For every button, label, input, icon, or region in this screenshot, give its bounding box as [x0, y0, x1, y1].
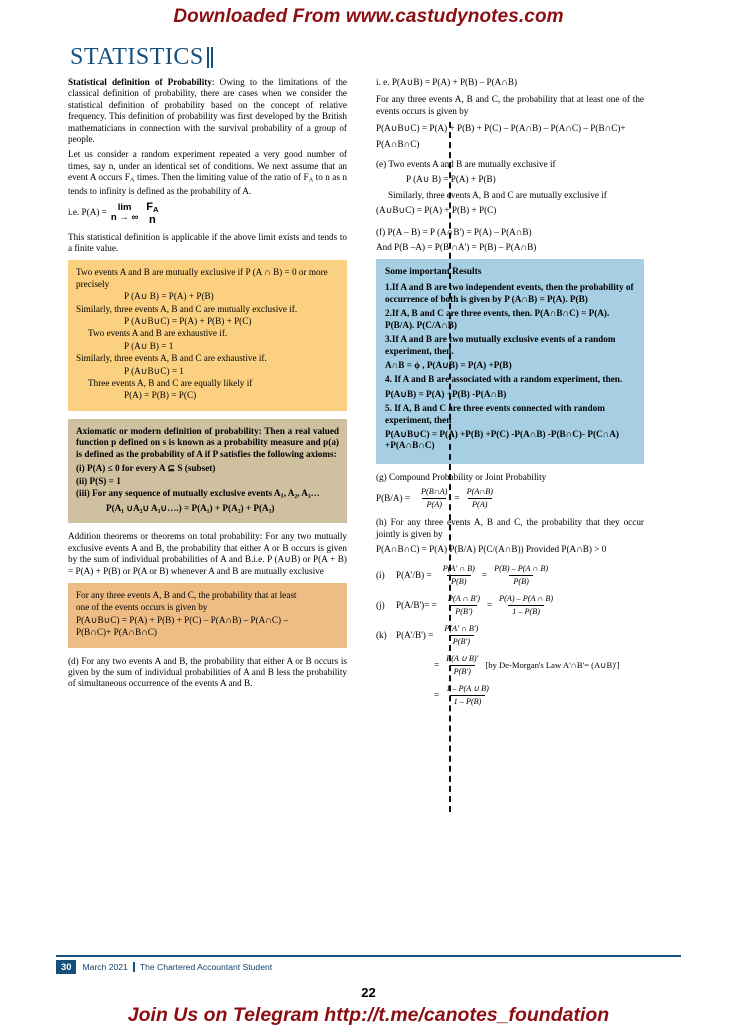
paragraph-statistical-definition — [68, 77, 347, 145]
frac-k-1-den: P(B') — [449, 635, 474, 647]
blue-result-4: 4. If A and B are associated with a random experiment, then. — [385, 374, 623, 385]
right-item-f-2: And P(B –A) = P(B ∩A') = P(B) – P(A∩B) — [376, 242, 537, 253]
p2-part3: to n as n tends to infinity is defined as the probability of A. — [68, 172, 347, 197]
axiom-iii-tail: , A₂, A₃… — [283, 487, 320, 498]
frac-i-equals: = — [481, 570, 488, 581]
important-results-box — [376, 259, 644, 463]
blue-result-3: 3.If A and B are two mutually exclusive events of a random experiment, then. — [385, 334, 616, 356]
limit-operator — [111, 203, 138, 223]
tan-heading — [76, 426, 339, 460]
frac-g-equals: = — [454, 493, 460, 504]
right-line-ie: i. e. P(A∪B) = P(A) + P(B) – P(A∩B) — [376, 77, 518, 87]
frac-i-lhs: P(A'/B) = — [396, 570, 432, 581]
frac-g-1-den: P(A) — [422, 498, 445, 510]
frac-i-1-num: P(A' ∩ B) — [442, 564, 475, 574]
frac-k2-equals: = — [434, 660, 440, 671]
right-item-e-similarly: Similarly, three events A, B and C are mutually exclusive if — [388, 189, 607, 200]
formula-k-step3 — [376, 684, 644, 707]
footer-date: March 2021 — [82, 962, 128, 972]
right-item-e: (e) Two events A and B are mutually exclusive if — [376, 159, 556, 170]
page-footer — [56, 955, 681, 974]
bottom-promo-banner: Join Us on Telegram http://t.me/canotes_foundation — [127, 1004, 610, 1026]
blue-result-1: 1.If A and B are two independent events, then the probability of occurrence of both is given by P (A∩B) = P(A). P(B) — [385, 282, 634, 304]
blue-result-3-formula: A∩B = ϕ , P(A∪B) = P(A) +P(B) — [385, 359, 512, 370]
paragraph-finite-value: This statistical definition is applicable if the above limit exists and tends to a finite value. — [68, 231, 347, 253]
paragraph-random-experiment — [68, 149, 347, 197]
footer-line — [56, 960, 681, 974]
yellow-line-10: P(A) = P(B) = P(C) — [124, 390, 197, 401]
frac-j-2-num: P(A) – P(A ∩ B) — [499, 594, 554, 604]
formula-k — [376, 624, 644, 647]
frac-i-2-den: P(B) — [509, 575, 532, 587]
right-formula-union-2: P(A∩B∩C) — [376, 138, 420, 149]
footer-separator — [133, 962, 135, 972]
frac-j-2 — [495, 594, 557, 617]
right-item-g: (g) Compound Probability or Joint Probability — [376, 471, 547, 482]
axiom-iii-formula: P(A₁ ∪A₂∪ A₃∪….) = P(A₁) + P(A₂) + P(A₃) — [106, 502, 275, 513]
page-title-text: STATISTICS — [70, 44, 204, 70]
frac-g-2-den: P(A) — [468, 498, 491, 510]
limit-num-sub: A — [152, 204, 159, 214]
axiomatic-definition-box — [68, 419, 347, 523]
right-item-f-1: (f) P(A – B) = P (A∩B') = P(A) – P(A∩B) — [376, 226, 532, 237]
footer-publication: The Chartered Accountant Student — [139, 962, 273, 972]
left-column — [68, 77, 356, 714]
p2-part2: times. Then the limiting value of the ratio of F — [134, 172, 309, 183]
axiom-i: (i) P(A) ≤ 0 for every A ⊆ S (subset) — [76, 463, 216, 474]
frac-j-1-den: P(B') — [451, 605, 476, 617]
limit-lim: lim — [117, 202, 132, 214]
yellow-line-6: P (A∪ B) = 1 — [124, 340, 174, 351]
tan-heading-bold: Axiomatic or modern definition of probability: — [76, 425, 262, 436]
frac-j-2-den: 1 – P(B) — [508, 605, 544, 617]
yellow-line-1: Two events A and B are mutually exclusive if P (A ∩ B) = 0 or more precisely — [76, 267, 328, 289]
top-promo-banner: Downloaded From www.castudynotes.com — [173, 6, 564, 27]
p2-sub-a1: A — [129, 176, 135, 184]
frac-k2-num: P(A ∪ B)' — [446, 654, 479, 664]
frac-j-1-num: P(A ∩ B') — [447, 594, 480, 604]
two-column-body — [68, 77, 668, 714]
right-item-e-formula2: (A∪B∪C) = P(A) + P(B) + P(C) — [376, 205, 497, 216]
frac-j-equals: = — [486, 600, 493, 611]
formula-k-step2 — [376, 654, 644, 677]
frac-j-label: (j) — [376, 600, 385, 611]
frac-k3-num: 1 – P(A ∪ B) — [446, 684, 489, 694]
title-bars-decoration — [206, 44, 213, 68]
p2-part1: Let us consider a random experiment repeated a very good number of times, say n, under an identical set of conditions. We next assume that an event A occurs F — [68, 149, 347, 183]
right-item-h: (h) For any three events A, B and C, the probability that they occur jointly is given by — [376, 517, 644, 539]
page-content — [56, 40, 681, 970]
frac-k-label: (k) — [376, 630, 387, 641]
frac-g-2-num: P(A∩B) — [466, 487, 493, 497]
yellow-line-4: P (A∪B∪C) = P(A) + P(B) + P(C) — [124, 316, 252, 327]
frac-i-1 — [439, 564, 479, 587]
right-formula-union-1: P(A∪B∪C) = P(A) + P(B) + P(C) – P(A∩B) – P(A∩C) – P(B∩C)+ — [376, 123, 626, 134]
orange-line-3: P(A∪B∪C) = P(A) + P(B) + P(C) – P(A∩B) – P(A∩C) – — [76, 614, 288, 625]
frac-k2-den: P(B') — [450, 665, 475, 677]
axiom-ii: (ii) P(S) = 1 — [76, 475, 121, 486]
right-para-three-events: For any three events A, B and C, the probability that at least one of the events occurs is given by — [376, 94, 644, 116]
blue-result-5-formula: P(A∪B∪C) = P(A) +P(B) +P(C) -P(A∩B) -P(B∩C)- P(C∩A) +P(A∩B∩C) — [385, 428, 619, 451]
yellow-line-2: P (A∪ B) = P(A) + P(B) — [124, 291, 214, 302]
formula-compound-probability — [376, 487, 644, 510]
frac-i-label: (i) — [376, 570, 385, 581]
frac-g-1 — [417, 487, 451, 510]
formula-i — [376, 564, 644, 587]
right-column — [356, 77, 644, 714]
orange-line-4: P(B∩C)+ P(A∩B∩C) — [76, 627, 157, 638]
blue-result-4-formula: P(A∪B) = P(A) +P(B) -P(A∩B) — [385, 388, 507, 399]
three-events-box — [68, 583, 347, 648]
page-number: 22 — [361, 985, 376, 1000]
paragraph-two-events-d: (d) For any two events A and B, the probability that either A or B occurs is given by the sum of individual probabilities of A and B less the probability of simultaneous occurrence of the events A and B. — [68, 655, 347, 689]
axiom-iii: (iii) For any sequence of mutually exclusive events $A_1$, A₂, A₃… — [76, 487, 320, 500]
frac-k-1 — [440, 624, 482, 647]
yellow-line-8: P (A∪B∪C) = 1 — [124, 365, 184, 376]
blue-result-2: 2.If A, B and C are three events, then. P(A∩B∩C) = P(A). P(B/A). P(C/A∩B) — [385, 308, 610, 330]
blue-box-title: Some important Results — [385, 267, 482, 278]
frac-k-1-num: P(A' ∩ B') — [444, 624, 479, 634]
yellow-line-3: Similarly, three events A, B and C are mutually exclusive if. — [76, 303, 298, 314]
frac-j-lhs: P(A/B')= = — [396, 600, 437, 611]
paragraph-lead-rest: : Owing to the limitations of the classical definition of probability, there are cases when we consider the statistical definition of probability based on the concept of relative frequency. This definition of probability was first developed by the British mathematicians in connection with the survival probability of a group of people. — [68, 77, 347, 145]
frac-k-lhs: P(A'/B') = — [396, 630, 434, 641]
limit-formula-lhs: i.e. P(A) = — [68, 207, 107, 218]
frac-g-lhs: P(B/A) = — [376, 493, 411, 504]
p2-sub-a2: A — [308, 176, 314, 184]
frac-g-2 — [463, 487, 497, 510]
column-divider — [449, 122, 451, 812]
blue-result-5: 5. If A, B and C are three events connected with random experiment, then — [385, 403, 605, 425]
axiom-iii-text: (iii) For any sequence of mutually exclusive events A — [76, 487, 281, 498]
frac-g-1-num: P(B∩A) — [421, 487, 448, 497]
page-title — [70, 44, 681, 69]
limit-fraction-numerator — [146, 202, 158, 215]
formula-j — [376, 594, 644, 617]
limit-formula — [68, 202, 347, 225]
yellow-line-7: Similarly, three events A, B and C are exhaustive if. — [76, 353, 267, 364]
frac-k3-equals: = — [434, 690, 440, 701]
right-item-h-formula: P(A∩B∩C) = P(A) P(B/A) P(C/(A∩B)) Provided P(A∩B) > 0 — [376, 543, 607, 554]
paragraph-lead-bold: Statistical definition of Probability — [68, 77, 212, 87]
limit-fraction — [146, 202, 158, 225]
limit-num: F — [146, 200, 153, 213]
paragraph-addition-theorem: Addition theorems or theorems on total probability: For any two mutually exclusive events A and B, the probability that either A or B occurs is given by the sum of individual probabilities of A and B.i.e. P (A∪B) or P(A + B) = P(A) + P(B) or P(A or B) whenever A and B are mutually exclusive — [68, 531, 347, 576]
orange-line-2: one of the events occurs is given by — [76, 602, 208, 613]
yellow-line-9: Three events A, B and C are equally likely if — [88, 378, 253, 389]
footer-rule — [56, 955, 681, 957]
orange-line-1: For any three events A, B and C, the probability that at least — [76, 589, 297, 600]
frac-i-2-num: P(B) – P(A ∩ B) — [494, 564, 549, 574]
right-item-e-formula: P (A∪ B) = P(A) + P(B) — [406, 174, 496, 185]
limit-den: n — [149, 213, 156, 226]
yellow-line-5: Two events A and B are exhaustive if. — [88, 328, 228, 339]
frac-k3-den: 1 – P(B) — [450, 695, 486, 707]
footer-page-badge: 30 — [56, 960, 76, 974]
limit-subscript: n → ∞ — [110, 212, 139, 224]
mutually-exclusive-box — [68, 260, 347, 410]
tan-heading-rest: Then a real valued function p defined on s is known as a probability measure and p(a) is defined as the probability of A if P satisfies the following axioms: — [76, 425, 340, 459]
frac-i-1-den: P(B) — [447, 575, 470, 587]
frac-i-2 — [490, 564, 552, 587]
frac-k2-note: [by De-Morgan's Law A'∩B'= (A∪B)'] — [485, 660, 620, 671]
